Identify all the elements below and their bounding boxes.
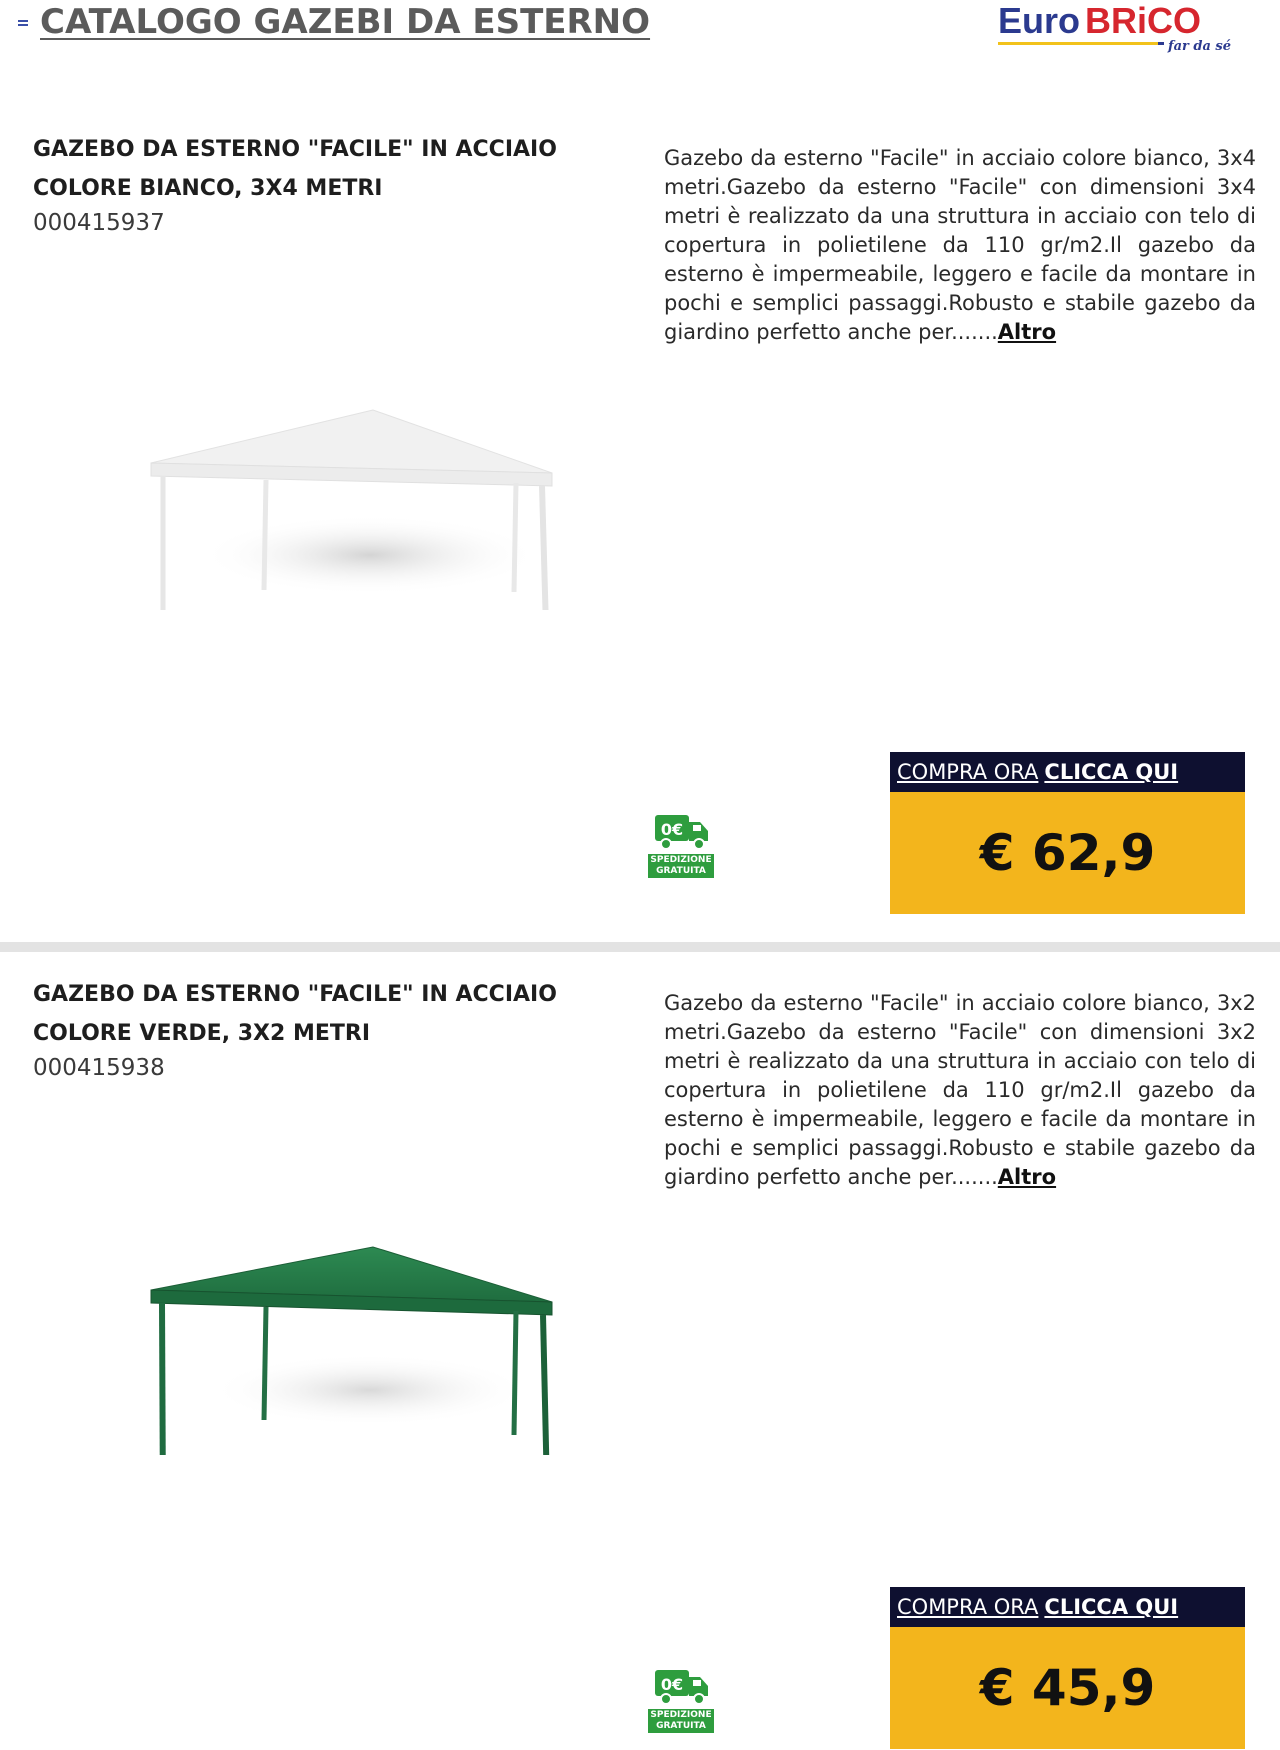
price-box[interactable] (890, 792, 1245, 914)
free-shipping-badge (648, 1667, 714, 1737)
more-link[interactable]: Altro (997, 1165, 1057, 1189)
product-price: € 45,9 (979, 1659, 1156, 1717)
product-description (664, 989, 1256, 1192)
buy-box (890, 752, 1245, 914)
product-name[interactable]: GAZEBO DA ESTERNO "FACILE" IN ACCIAIO COLORE BIANCO, 3X4 METRI (33, 137, 557, 201)
eurobrico-logo (996, 0, 1246, 56)
click-here-link[interactable]: CLICCA QUI (1044, 760, 1179, 784)
shipping-amount: 0€ (660, 820, 684, 839)
product-price: € 62,9 (979, 824, 1156, 882)
product-code: 000415937 (33, 210, 165, 236)
buy-box (890, 1587, 1245, 1750)
product-description (664, 144, 1256, 347)
shipping-label-line2: GRATUITA (656, 1721, 706, 1731)
logo-brand-part1: Euro (998, 0, 1081, 41)
free-shipping-badge (648, 812, 714, 882)
price-box[interactable] (890, 1627, 1245, 1749)
buy-now-link[interactable]: COMPRA ORA (897, 760, 1039, 784)
product-description-text: Gazebo da esterno "Facile" in acciaio colore bianco, 3x2 metri.Gazebo da esterno "Facile" con dimensioni 3x2 metri è realizzato da una struttura in acciaio con telo di copertura in polietilene da 110 gr/m2.Il gazebo da esterno è impermeabile, leggero e facile da montare in pochi e semplici passaggi.Robusto e stabile gazebo da giardino perfetto anche per....... (664, 991, 1256, 1189)
shipping-label-line1: SPEDIZIONE (650, 1710, 712, 1720)
truck-icon (654, 1667, 710, 1707)
page-title[interactable]: CATALOGO GAZEBI DA ESTERNO (40, 2, 651, 42)
truck-icon (654, 812, 710, 852)
product-card (0, 120, 1280, 920)
product-card (0, 965, 1280, 1750)
product-code: 000415938 (33, 1055, 165, 1081)
buy-bar[interactable] (890, 1587, 1245, 1627)
buy-bar[interactable] (890, 752, 1245, 792)
click-here-link[interactable]: CLICCA QUI (1044, 1595, 1179, 1619)
shipping-label-line2: GRATUITA (656, 866, 706, 876)
more-link[interactable]: Altro (997, 320, 1057, 344)
shipping-amount: 0€ (660, 1675, 684, 1694)
logo-tagline: far da sé (1168, 39, 1232, 54)
shipping-label (648, 854, 714, 878)
logo-brand-part2: BRiCO (1085, 0, 1201, 41)
section-divider (0, 942, 1280, 952)
product-name[interactable]: GAZEBO DA ESTERNO "FACILE" IN ACCIAIO COLORE VERDE, 3X2 METRI (33, 982, 557, 1046)
shipping-label (648, 1709, 714, 1733)
buy-now-link[interactable]: COMPRA ORA (897, 1595, 1039, 1619)
header-menu-icon (18, 20, 28, 26)
product-description-text: Gazebo da esterno "Facile" in acciaio colore bianco, 3x4 metri.Gazebo da esterno "Facile" con dimensioni 3x4 metri è realizzato da una struttura in acciaio con telo di copertura in polietilene da 110 gr/m2.Il gazebo da esterno è impermeabile, leggero e facile da montare in pochi e semplici passaggi.Robusto e stabile gazebo da giardino perfetto anche per....... (664, 146, 1256, 344)
green-gazebo-image[interactable] (140, 1115, 570, 1455)
white-gazebo-image[interactable] (140, 270, 570, 610)
shipping-label-line1: SPEDIZIONE (650, 855, 712, 865)
